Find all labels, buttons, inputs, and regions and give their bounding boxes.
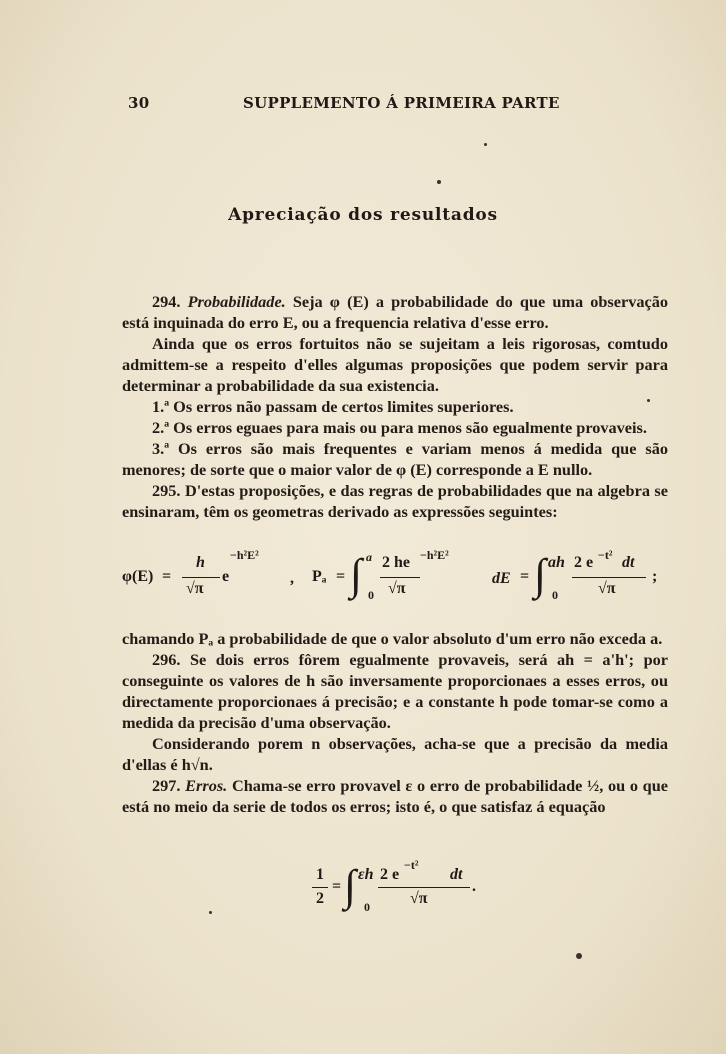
integral-sign: ∫: [534, 550, 547, 599]
paragraph-ainda: Ainda que os erros fortuitos não se sujeitam a leis rigorosas, comtudo admittem-se a respeito d'elles algumas proposições que podem servir para determinar a probabilidade da sua existencia.: [122, 334, 668, 395]
paragraph-text: Seja φ (E) a probabilidade do que uma observação está inquinada do erro E, ou a frequencia relativa d'esse erro.: [122, 292, 668, 332]
paragraph-number: 294.: [152, 292, 181, 311]
ink-speck: [484, 143, 487, 146]
phi-of-E: φ(E): [122, 568, 154, 585]
paragraph-considerando: Considerando porem n observações, acha-se que a precisão da media d'ellas é h√n.: [122, 734, 668, 774]
fraction-bar: [378, 887, 470, 888]
paragraph-296: 296. Se dois erros fôrem egualmente provaveis, será ah = a'h'; por conseguinte os valores de h são inversamente proporcionaes a esses erros, ou directamente proporcionaes á precisão; e a constante h pode tomar-se como a medida da precisão d'uma observação.: [122, 650, 668, 732]
fraction-bar: [312, 887, 328, 888]
equation-phi-and-pa: φ(E) = h √π e −h²E² , Pₐ = ∫ a 0 2 he √π −h²E² dE = ∫ ah 0 2 e −t² dt √π ;: [122, 548, 658, 602]
ink-speck: [209, 911, 212, 914]
paragraph-297: 297. Erros. Chama-se erro provavel ε o erro de probabilidade ½, ou o que está no meio da serie de todos os erros; isto é, o que satisfaz á equação: [122, 776, 668, 816]
section-title: Apreciação dos resultados: [228, 205, 498, 225]
Pa: Pₐ: [312, 568, 327, 585]
proposition-2: 2.ª Os erros eguaes para mais ou para menos são egualmente provaveis.: [152, 418, 647, 437]
running-head: [128, 94, 668, 118]
fraction-bar: [572, 577, 646, 578]
equation-probable-error: 1 2 = ∫ εh 0 2 e −t² dt √π .: [300, 862, 500, 922]
paragraph-chamando: chamando Pₐ a probabilidade de que o valor absoluto d'um erro não exceda a.: [122, 629, 663, 648]
paragraph-294: [122, 291, 668, 333]
ink-speck: [437, 180, 441, 184]
page-number: 30: [128, 94, 150, 112]
fraction-bar: [182, 577, 220, 578]
integral-sign: ∫: [344, 861, 357, 910]
paragraph-lead: Probabilidade.: [187, 292, 286, 311]
paragraph-295: 295. D'estas proposições, e das regras de probabilidades que na algebra se ensinaram, têm os geometras derivado as expressões seguintes:: [122, 481, 668, 521]
text-block-upper: [122, 291, 668, 522]
proposition-3: 3.ª Os erros são mais frequentes e variam menos á medida que são menores; de sorte que o maior valor de φ (E) corresponde a E nullo.: [122, 439, 668, 479]
text-block-lower: [122, 628, 668, 817]
fraction-bar: [380, 577, 420, 578]
integral-sign: ∫: [350, 550, 363, 599]
ink-speck: [576, 953, 582, 959]
running-title: SUPPLEMENTO Á PRIMEIRA PARTE: [243, 94, 560, 112]
proposition-1: 1.ª Os erros não passam de certos limites superiores.: [152, 397, 514, 416]
